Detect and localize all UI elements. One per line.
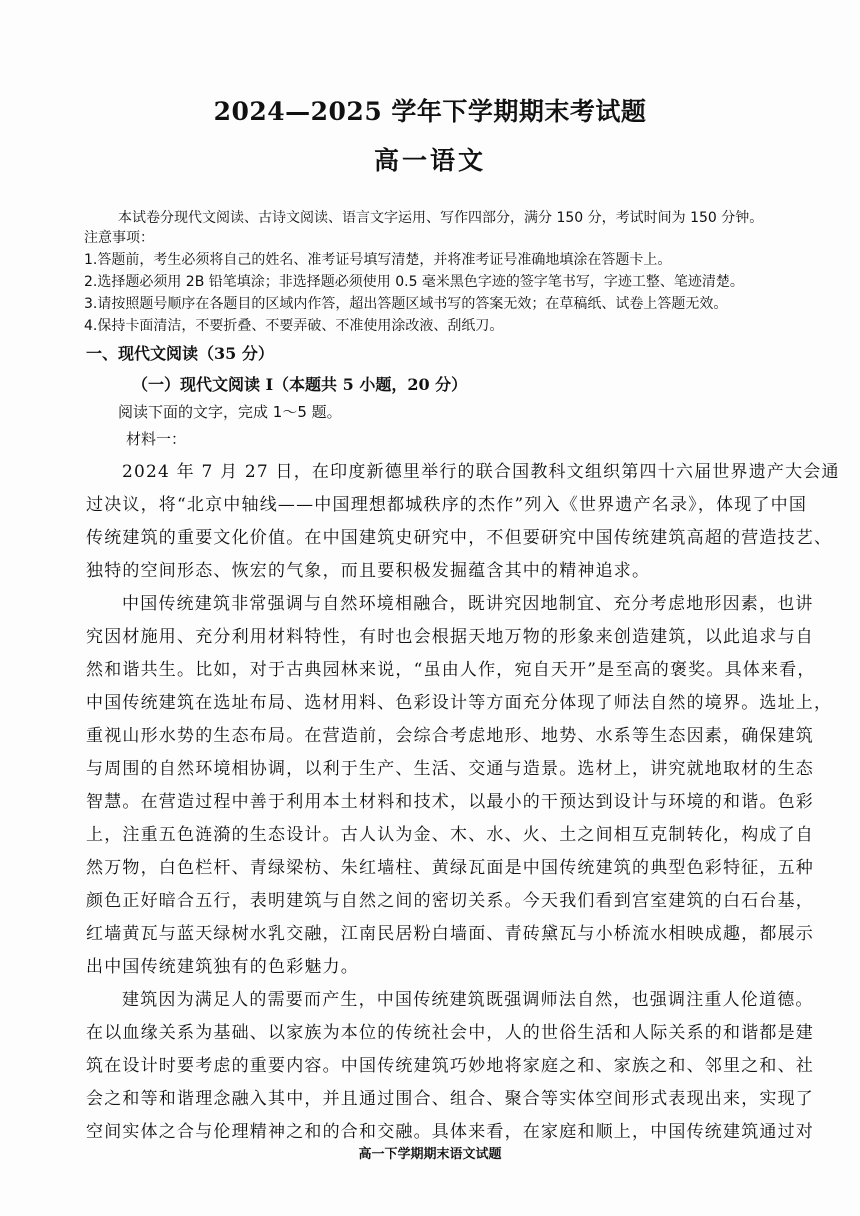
notice-item-3: 3.请按照题号顺序在各题目的区域内作答，超出答题区域书写的答案无效；在草稿纸、试卷上答题无效。 bbox=[84, 296, 728, 312]
passage-line: 2024 年 7 月 27 日，在印度新德里举行的联合国教科文组织第四十六届世界遗产大会通 bbox=[122, 462, 840, 482]
passage-line: 过决议，将“北京中轴线——中国理想都城秩序的杰作”列入《世界遗产名录》，体现了中国 bbox=[86, 495, 808, 515]
exam-title: 2024—2025 学年下学期期末考试题 bbox=[213, 97, 647, 126]
notice-label: 注意事项： bbox=[84, 230, 154, 246]
subsection-heading: （一）现代文阅读 I（本题共 5 小题，20 分） bbox=[132, 375, 468, 394]
passage-line: 重视山形水势的生态布局。在营造前，会综合考虑地形、地势、水系等生态因素，确保建筑 bbox=[86, 726, 814, 746]
passage-line: 独特的空间形态、恢宏的气象，而且要积极发掘蕴含其中的精神追求。 bbox=[86, 561, 651, 581]
passage-line: 空间实体之合与伦理精神之和的合和交融。具体来看，在家庭和顺上，中国传统建筑通过对 bbox=[86, 1122, 814, 1142]
reading-instruction: 阅读下面的文字，完成 1～5 题。 bbox=[118, 403, 342, 421]
passage-line: 在以血缘关系为基础、以家族为本位的传统社会中，人的世俗生活和人际关系的和谐都是建 bbox=[86, 1023, 814, 1043]
passage-line: 究因材施用、充分利用材料特性，有时也会根据天地万物的形象来创造建筑，以此追求与自 bbox=[86, 627, 814, 647]
passage-line: 建筑因为满足人的需要而产生，中国传统建筑既强调师法自然，也强调注重人伦道德。 bbox=[122, 990, 814, 1010]
passage-line: 中国传统建筑非常强调与自然环境相融合，既讲究因地制宜、充分考虑地形因素，也讲 bbox=[122, 594, 814, 614]
notice-item-1: 1.答题前，考生必须将自己的姓名、准考证号填写清楚，并将准考证号准确地填涂在答题卡上。 bbox=[84, 252, 672, 268]
passage-line: 智慧。在营造过程中善于利用本土材料和技术，以最小的干预达到设计与环境的和谐。色彩 bbox=[86, 792, 814, 812]
page-footer: 高一下学期期末语文试题 bbox=[358, 1147, 502, 1162]
passage-line: 颜色正好暗合五行，表明建筑与自然之间的密切关系。今天我们看到宫室建筑的白石台基， bbox=[86, 891, 814, 911]
passage-line: 筑在设计时要考虑的重要内容。中国传统建筑巧妙地将家庭之和、家族之和、邻里之和、社 bbox=[86, 1056, 814, 1076]
passage-line: 出中国传统建筑独有的色彩魅力。 bbox=[86, 957, 359, 977]
subject-title: 高一语文 bbox=[373, 146, 486, 175]
passage-line: 红墙黄瓦与蓝天绿树水乳交融，江南民居粉白墙面、青砖黛瓦与小桥流水相映成趣，都展示 bbox=[86, 924, 814, 944]
passage-line: 会之和等和谐理念融入其中，并且通过围合、组合、聚合等实体空间形式表现出来，实现了 bbox=[86, 1089, 814, 1109]
section-heading: 一、现代文阅读（35 分） bbox=[86, 344, 274, 363]
passage-line: 然和谐共生。比如，对于古典园林来说，“虽由人作，宛自天开”是至高的褒奖。具体来看， bbox=[86, 660, 816, 680]
material-label: 材料一： bbox=[126, 430, 187, 448]
notice-item-4: 4.保持卡面清洁，不要折叠、不要弄破、不准使用涂改液、刮纸刀。 bbox=[84, 318, 504, 334]
exam-intro: 本试卷分现代文阅读、古诗文阅读、语言文字运用、写作四部分，满分 150 分，考试时间为 150 分钟。 bbox=[118, 210, 764, 226]
passage-line: 中国传统建筑在选址布局、选材用料、色彩设计等方面充分体现了师法自然的境界。选址上， bbox=[86, 693, 833, 713]
passage-line: 然万物，白色栏杆、青绿梁枋、朱红墙柱、黄绿瓦面是中国传统建筑的典型色彩特征，五种 bbox=[86, 858, 814, 878]
reading-passage bbox=[86, 456, 840, 1149]
notice-item-2: 2.选择题必须用 2B 铅笔填涂；非选择题必须使用 0.5 毫米黑色字迹的签字笔书写，字迹工整、笔迹清楚。 bbox=[84, 274, 744, 290]
passage-line: 传统建筑的重要文化价值。在中国建筑史研究中，不但要研究中国传统建筑高超的营造技艺、 bbox=[86, 528, 833, 548]
passage-line: 与周围的自然环境相协调，以利于生产、生活、交通与造景。选材上，讲究就地取材的生态 bbox=[86, 759, 814, 779]
passage-line: 上，注重五色涟漪的生态设计。古人认为金、木、水、火、土之间相互克制转化，构成了自 bbox=[86, 825, 814, 845]
